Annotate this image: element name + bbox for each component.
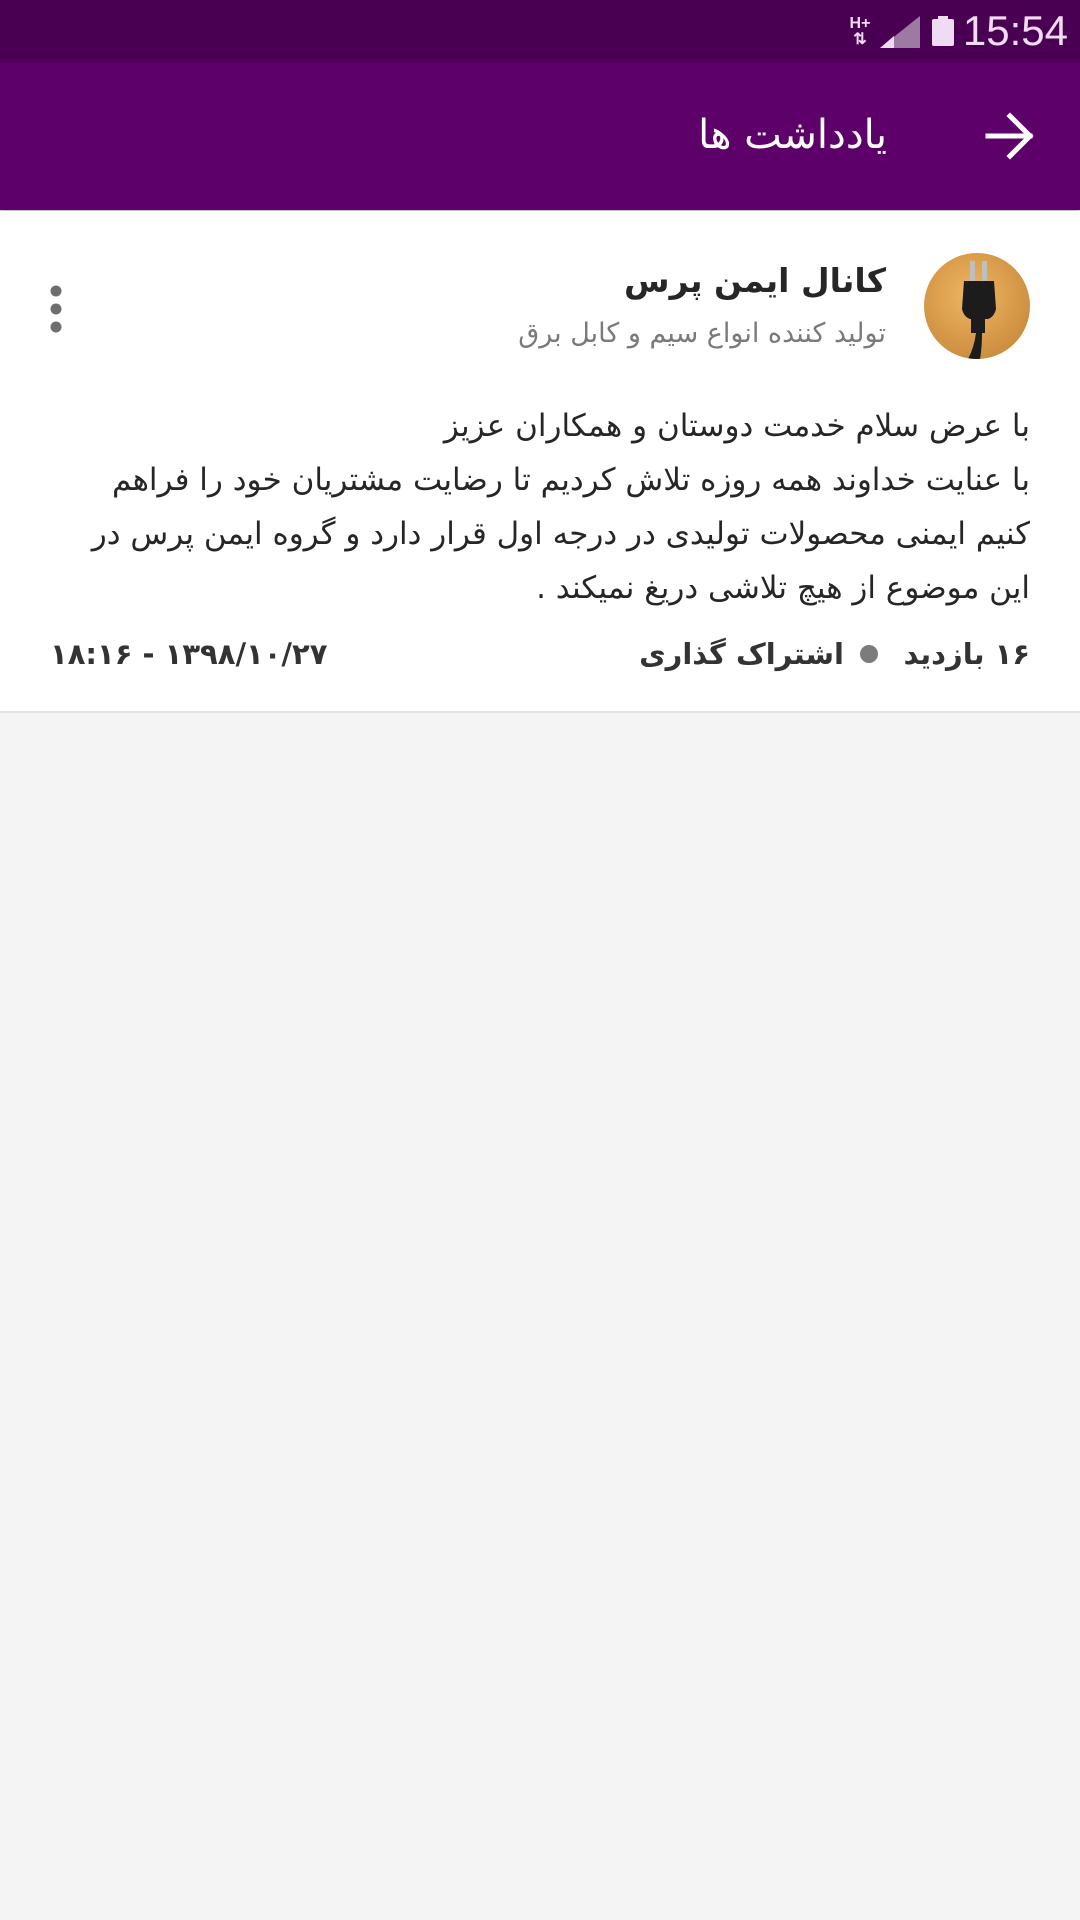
post-meta [50, 629, 1030, 679]
post-body [50, 399, 1030, 615]
channel-name[interactable]: کانال ایمن پرس [624, 261, 886, 300]
more-vertical-icon [40, 283, 72, 335]
status-time: 15:54 [962, 7, 1068, 54]
status-bar [0, 0, 1080, 62]
post-body-line: با عنایت خداوند همه روزه تلاش کردیم تا رضایت مشتریان خود را فراهم [111, 462, 1030, 498]
view-count: ۱۶ بازدید [903, 637, 1030, 671]
page-title: یادداشت ها [698, 112, 887, 158]
share-button[interactable]: اشتراک گذاری [639, 637, 844, 671]
post-body-line: با عرض سلام خدمت دوستان و همکاران عزیز [443, 408, 1030, 444]
empty-content-area [0, 713, 1080, 1920]
post-card [0, 211, 1080, 713]
separator-dot [860, 645, 878, 663]
power-plug-icon [924, 253, 1030, 359]
post-body-line: این موضوع از هیچ تلاشی دریغ نمیکند . [536, 570, 1030, 606]
more-options-button[interactable] [40, 283, 72, 335]
post-datetime: ۱۳۹۸/۱۰/۲۷ - ۱۸:۱۶ [50, 637, 328, 671]
post-body-line: کنیم ایمنی محصولات تولیدی در درجه اول قرار دارد و گروه ایمن پرس در [91, 516, 1030, 552]
battery-icon [932, 16, 954, 46]
network-type-icon: H+ ⇅ [849, 15, 871, 48]
back-button[interactable] [980, 106, 1040, 166]
signal-icon [880, 16, 920, 48]
arrow-right-icon [980, 106, 1040, 166]
channel-description: تولید کننده انواع سیم و کابل برق [518, 318, 886, 349]
network-type-label: H+ [849, 15, 871, 32]
app-bar [0, 62, 1080, 210]
channel-avatar[interactable] [924, 253, 1030, 359]
